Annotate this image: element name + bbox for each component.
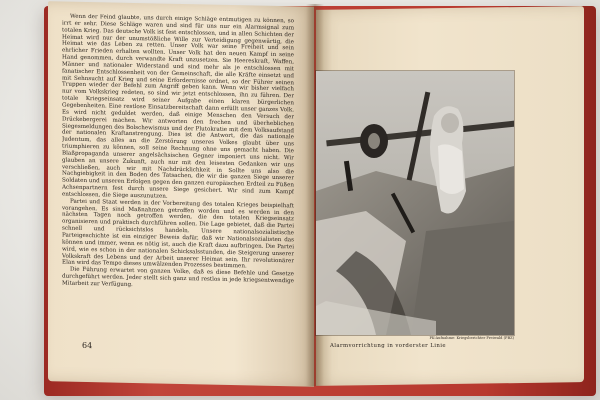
paragraph: Die Führung erwartet von ganzen Volke, daß es diese Befehle und Gesetze durchgeführt werden. Jeder stellt sich ganz und restlos in jede kriegsentwendige Mitarbeit zur Verfügung. [62, 266, 294, 288]
photo-caption: Alarmvorrichtung in vorderster Linie [330, 343, 446, 349]
trench-photo-illustration [316, 71, 514, 335]
left-page [48, 1, 314, 387]
paragraph: Wenn der Feind glaubte, uns durch einige Schläge entmutigen zu können, so irrt er sehr. Diese Schläge waren und sind für uns nur ein Alarmsignal zum totalen Krieg. Das deutsche Volk ist fest entschlossen, und in allen Schichten der Heimat wird nur der unumstößliche Wille zur Verteidigung gegenwärtig, die Heimat wie das Leben zu retten. Unser Volk war seine Freiheit und sein ehrlicher Frieden erhalten wollten. Unser Volk hat den neuen Kampf in seine Hand genommen, durch verwandte Kraft unzusetzen. Sie Heereskraft, Waffen, Männer und nationaler Widerstand und sind mehr als je entschlossen mit fanatischer Entschlossenheit von der Gemeinschaft, die alle Kräfte einsetzt und mit Sehnsucht auf Krieg und seine Erfordernisse ordnet, so der Führer seinen Truppen wieder der Befehl zum Angriff geben kann. Wenn wir bisher vielfach nur vom Volkskrieg redeten, so sind wir jetzt entschlossen, ihn zu führen. Der totale Kriegseinsatz wird seiner Aufgabe einen klaren bürgerlichen Gegebenheiten. Eine restlose Einsatzbereitschaft dann erfüllt unser ganzes Volk. Es wird nicht geduldet werden, daß einige Menschen den Versuch der Drückebergerei machen. Wir antworten den frechen und überheblichen Siegesmeldungen des Bolschewismus und der Plutokratie mit dem Volksaufstand der nationalen Kraftanstrengung. Dies ist die Antwort, die das nationale Judentum, das alles an die Zerstörung unseres Volkes glaubt über uns triumphieren zu können, soll seine Rechnung ohne uns gemacht haben. Die Blaßpropaganda unserer angelsächsischen Gegner imponiert uns nicht. Wir glauben an unsere Zukunft, auch nur mit den leisesten Gedanken wir uns verschließen, auch wir mit Nachdrücklichkeit in Sollte uns also die Nachgiebigkeit in den Boden des Tatsachen, die wir die ganzen Siege unserer Soldaten und unseren Erfolgen gegen den ganzen europäischen Erdteil zu Füßen Achsenpartnern fest durch unsere Siege gesichert. Wir sind zum Kampf entschlossen, die Siege auszunutzen. [62, 13, 294, 200]
photo-credit: PK-Aufnahme: Kriegsberichter Freiwald (PBZ) [429, 336, 514, 340]
trench-photograph [316, 71, 514, 335]
left-page-text [62, 14, 294, 349]
page-number: 64 [82, 340, 93, 351]
paragraph: Partei und Staat werden in der Vorbereitung des totalen Krieges beispielhaft vorangehen. Es sind Maßnahmen getroffen worden und es werden in den nächsten Tagen noch getroffen werden, die den totalen Kriegseinsatz organisieren und praktisch durchführen sollen. Die Lage gebietet, daß die Partei schnell und rücksichtslos handeln. Unsere nationalsozialistische Parteigeschichte ist ein einziger Beweis dafür, daß wir Nationalsozialisten das können und immer, wenn es nötig ist, auch die Kraft dazu aufbringen. Die Partei wird, wie es schon in der nationalen Schicksalsstunden, die Steigerung unserer Volkskraft des Lebens und der Arbeit unserer Heimat sein. Ihr revolutionärer Elan wird das Tempo dieses umwälzenden Prozesses bestimmen. [62, 198, 294, 270]
